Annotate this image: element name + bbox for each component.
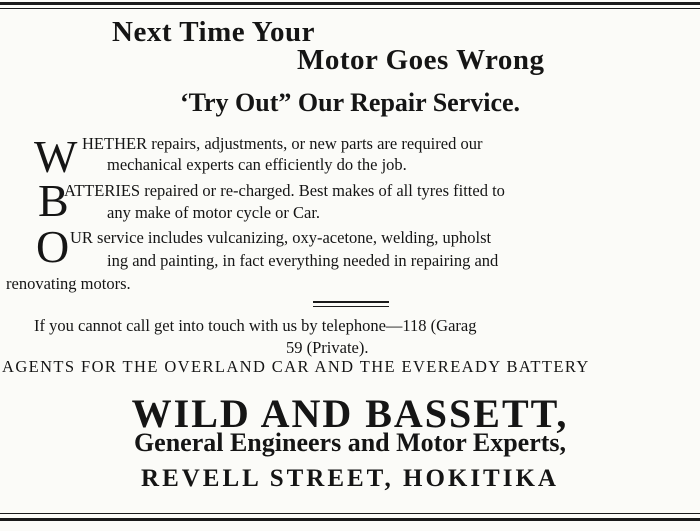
paragraph-line: mechanical experts can efficiently do the job.: [107, 155, 407, 174]
subheadline: ‘Try Out” Our Repair Service.: [179, 88, 521, 117]
paragraph-line: HETHER repairs, adjustments, or new parts are required our: [82, 134, 483, 153]
paragraph-line: UR service includes vulcanizing, oxy-acetone, welding, upholst: [70, 228, 492, 247]
contact-line-2: 59 (Private).: [286, 338, 369, 357]
paragraph-line: ATTERIES repaired or re-charged. Best makes of all tyres fitted to: [64, 181, 505, 200]
headline-line-1: Next Time Your: [112, 16, 316, 48]
section-divider: [313, 301, 389, 307]
contact-line-1: If you cannot call get into touch with us by telephone—118 (Garag: [34, 316, 477, 335]
top-border-thin: [0, 8, 700, 9]
drop-cap: B: [38, 175, 69, 226]
bottom-border-thick: [0, 518, 700, 521]
drop-cap: W: [34, 131, 78, 182]
paragraph-line: renovating motors.: [6, 274, 131, 293]
agents-line: AGENTS FOR THE OVERLAND CAR AND THE EVEREADY BATTERY: [2, 357, 590, 376]
firm-name: WILD AND BASSETT,: [131, 391, 569, 436]
paragraph-line: any make of motor cycle or Car.: [107, 203, 321, 222]
firm-tagline: General Engineers and Motor Experts,: [133, 428, 567, 457]
firm-address: REVELL STREET, HOKITIKA: [141, 465, 559, 492]
bottom-border-thin: [0, 513, 700, 514]
paragraph-line: ing and painting, in fact everything needed in repairing and: [107, 251, 499, 270]
top-border-thick: [0, 2, 700, 5]
drop-cap: O: [36, 221, 70, 272]
headline-line-2: Motor Goes Wrong: [297, 44, 545, 76]
